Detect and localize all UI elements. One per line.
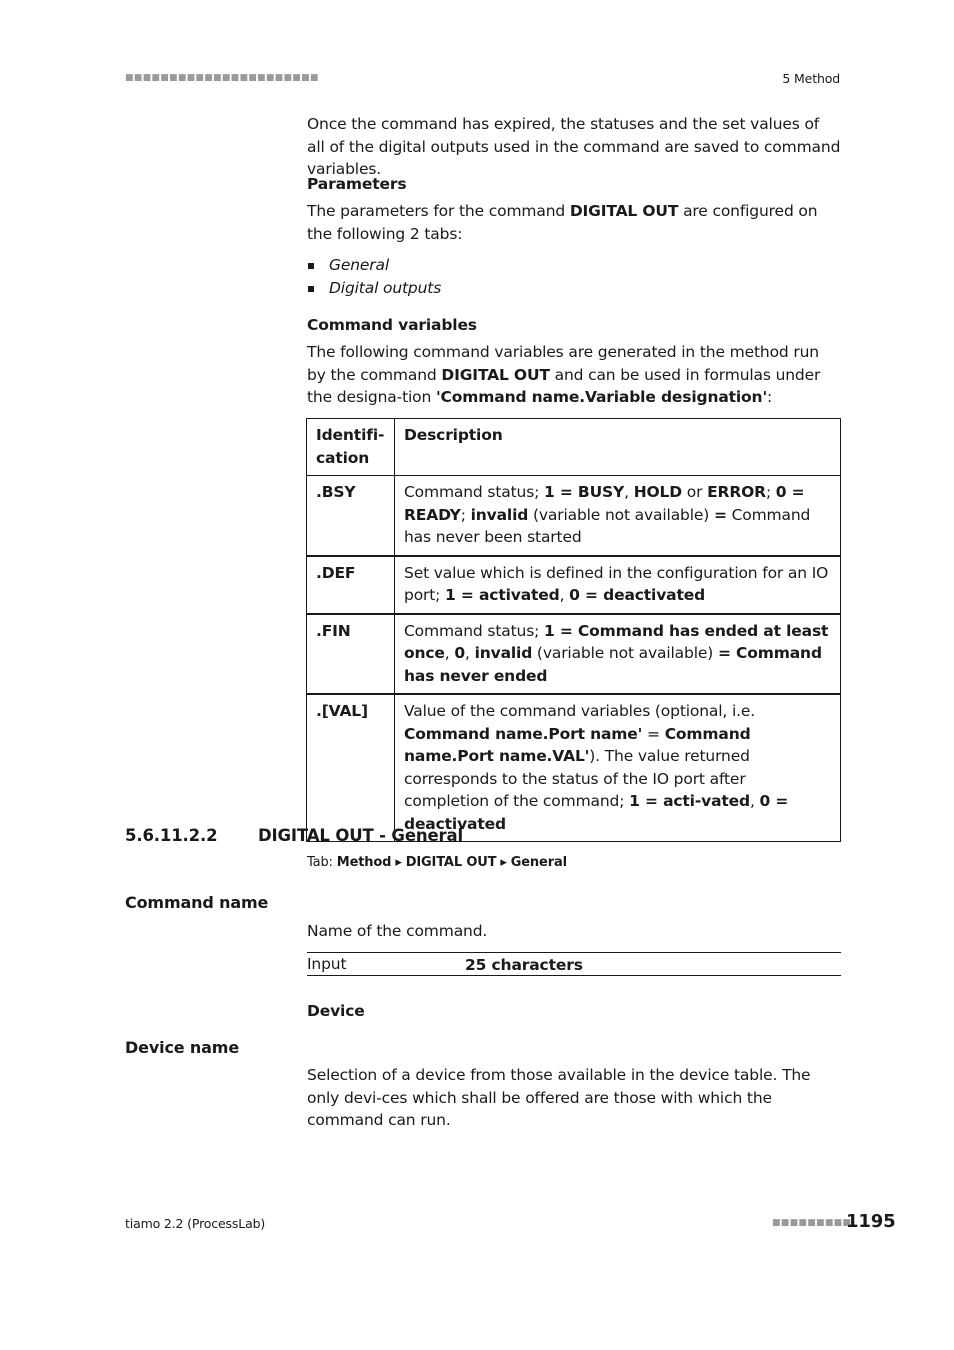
- description-segment: (variable not available): [528, 505, 714, 524]
- breadcrumb-arrow-icon: ▸: [496, 855, 511, 870]
- description-segment: 1 = activated: [445, 586, 560, 604]
- description-segment: Command name.Port name': [404, 724, 643, 743]
- footer-decoration: ■■■■■■■■■: [772, 1218, 852, 1228]
- table-row: [307, 614, 841, 695]
- breadcrumb-item: DIGITAL OUT: [405, 855, 497, 870]
- breadcrumb-prefix: Tab:: [307, 855, 337, 870]
- description-segment: 1 = BUSY: [543, 483, 625, 501]
- description-segment: ;: [765, 483, 776, 501]
- command-variables-heading: Command variables: [307, 316, 477, 334]
- command-variables-paragraph: [307, 341, 841, 409]
- description-segment: 1 = Command has ended at least once: [404, 621, 829, 662]
- header-identification: Identifi-cation: [307, 419, 395, 476]
- list-item: Digital outputs: [307, 277, 841, 300]
- breadcrumb: [307, 855, 567, 870]
- input-spec-value: 25 characters: [465, 956, 583, 974]
- parameters-paragraph: [307, 200, 841, 245]
- section-title: DIGITAL OUT - General: [258, 826, 463, 845]
- variable-identification: .DEF: [307, 556, 395, 614]
- description-segment: ,: [559, 586, 570, 604]
- footer-product: tiamo 2.2 (ProcessLab): [125, 1216, 266, 1231]
- input-spec-row: [307, 952, 841, 976]
- description-segment: =: [642, 724, 665, 743]
- parameters-text-after: are configured on the following 2 tabs:: [307, 202, 818, 243]
- variable-identification: .BSY: [307, 476, 395, 556]
- description-segment: ;: [460, 505, 471, 524]
- page-number: 1195: [846, 1211, 896, 1232]
- device-name-description: Selection of a device from those available in the device table. The only devi-ces which shall be offered are those with which the command can run.: [307, 1066, 811, 1129]
- description-segment: ). The value returned corresponds to the status of the IO port after completion of the command;: [404, 747, 750, 810]
- description-segment: 1 = acti-vated: [629, 792, 750, 810]
- description-segment: ,: [749, 792, 760, 810]
- parameters-heading: Parameters: [307, 175, 407, 193]
- breadcrumb-arrow-icon: ▸: [391, 855, 406, 870]
- description-segment: 0: [454, 644, 465, 662]
- variable-description: [395, 556, 841, 614]
- variable-description: [395, 476, 841, 556]
- description-segment: = Command has never ended: [404, 644, 822, 685]
- description-segment: ,: [465, 644, 475, 662]
- description-segment: invalid: [474, 644, 533, 662]
- breadcrumb-item: Method: [336, 855, 392, 870]
- description-segment: invalid: [470, 505, 529, 524]
- cv-text-end: :: [767, 388, 773, 406]
- description-segment: Command has never been started: [404, 505, 811, 546]
- description-segment: Command status;: [404, 621, 544, 640]
- variable-identification: .[VAL]: [307, 694, 395, 842]
- variable-description: [395, 694, 841, 842]
- section-number: 5.6.11.2.2: [125, 826, 218, 845]
- description-segment: ,: [444, 644, 455, 662]
- device-heading: Device: [307, 1002, 365, 1020]
- description-segment: or: [681, 483, 708, 501]
- description-segment: Command status;: [404, 483, 544, 501]
- list-item: General: [307, 254, 841, 277]
- table-row: [307, 476, 841, 556]
- description-segment: (variable not available): [532, 644, 718, 662]
- cv-designation: 'Command name.Variable designation': [435, 388, 768, 406]
- description-segment: ,: [624, 483, 634, 501]
- description-segment: 0 = deactivated: [569, 586, 706, 604]
- parameters-text-before: The parameters for the command: [307, 202, 570, 220]
- variable-identification: .FIN: [307, 614, 395, 695]
- breadcrumb-item: General: [510, 855, 567, 870]
- description-segment: 0 = READY: [404, 483, 805, 524]
- description-segment: HOLD: [633, 483, 682, 501]
- table-row: [307, 694, 841, 842]
- description-segment: ERROR: [707, 483, 766, 501]
- table-header-row: [307, 419, 841, 476]
- description-segment: =: [713, 505, 727, 524]
- table-row: [307, 556, 841, 614]
- chapter-title: 5 Method: [782, 71, 840, 86]
- header-decoration: ■■■■■■■■■■■■■■■■■■■■■■: [125, 73, 319, 83]
- variable-description: [395, 614, 841, 695]
- cv-text-middle: and can be used in formulas under the designa-tion: [307, 365, 821, 406]
- device-name-label: Device name: [125, 1038, 240, 1057]
- header-description: Description: [395, 419, 841, 476]
- tab-list: [307, 254, 841, 300]
- command-name-emphasis: DIGITAL OUT: [569, 202, 679, 220]
- input-spec-label: Input: [307, 955, 347, 973]
- cv-command: DIGITAL OUT: [441, 365, 550, 384]
- description-segment: Value of the command variables (optional, i.e.: [404, 702, 756, 720]
- command-variables-table: [306, 418, 841, 842]
- description-segment: Command name.Port name.VAL': [404, 724, 751, 765]
- description-segment: 0 = deactivated: [404, 792, 789, 833]
- command-name-description: Name of the command.: [307, 922, 488, 940]
- cv-text-before: The following command variables are generated in the method run by the command: [307, 343, 819, 384]
- description-segment: Set value which is defined in the configuration for an IO port;: [404, 563, 829, 604]
- intro-paragraph: Once the command has expired, the statuses and the set values of all of the digital outputs used in the command are saved to command variables.: [307, 115, 841, 178]
- command-name-label: Command name: [125, 893, 269, 912]
